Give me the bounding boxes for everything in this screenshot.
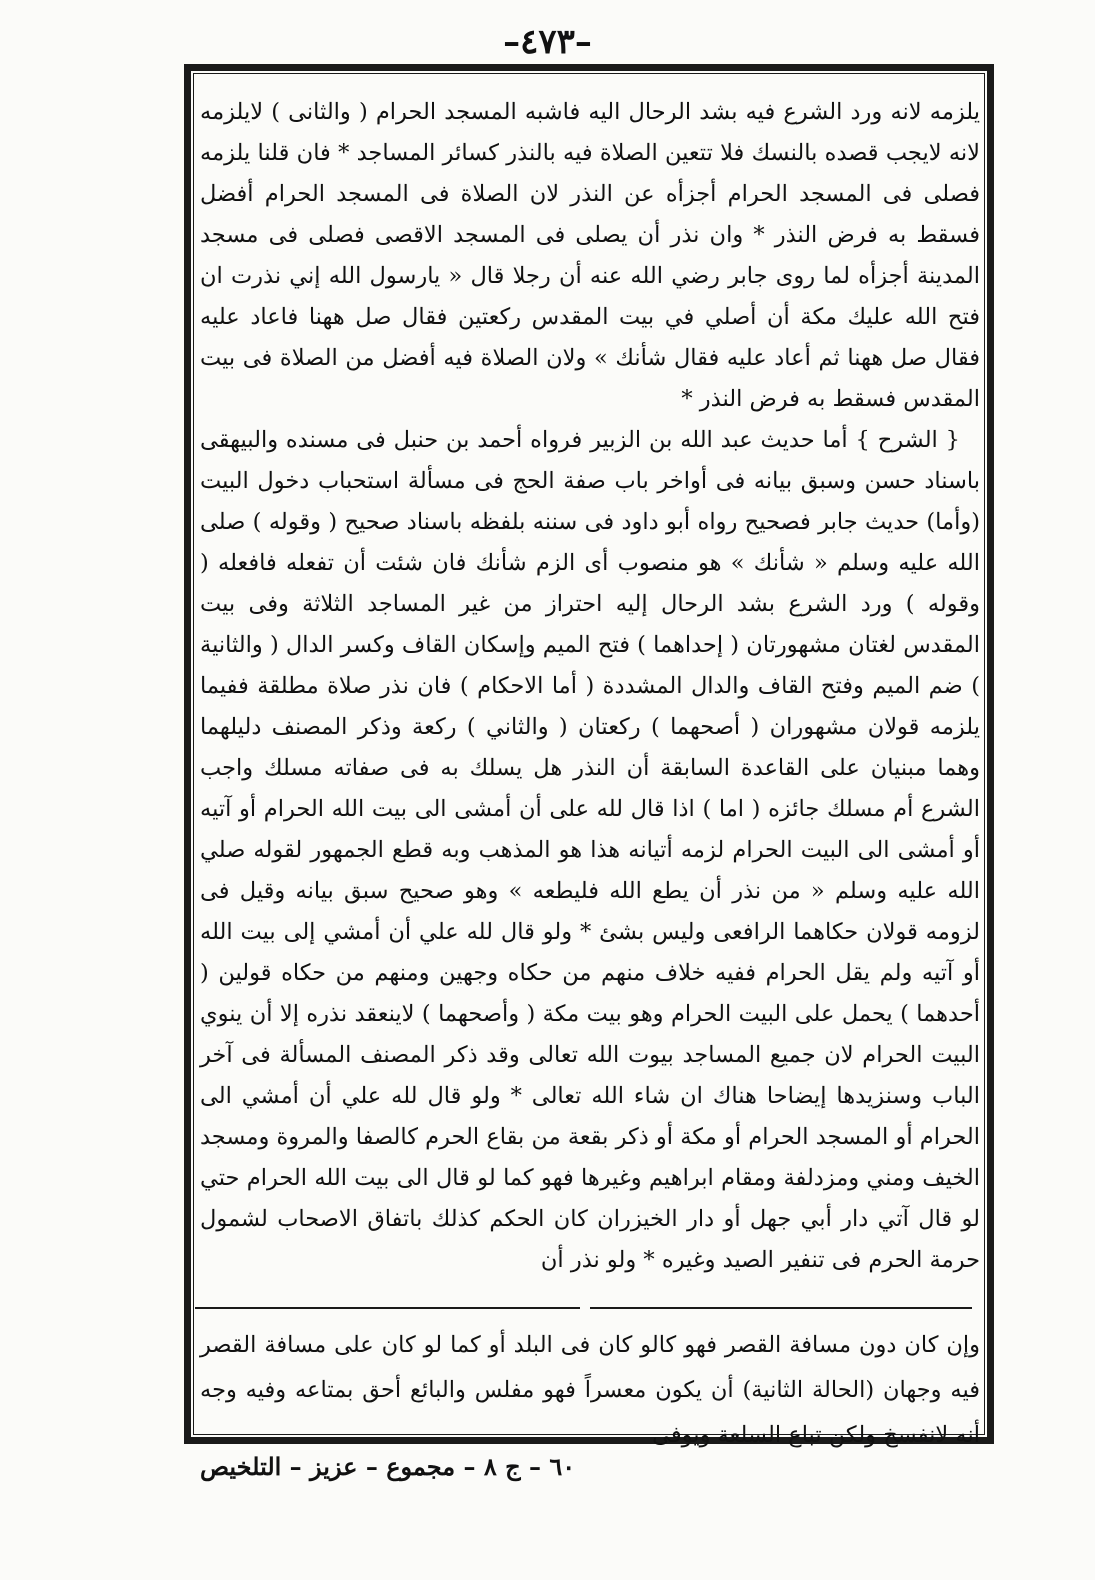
footnote-divider-left <box>195 1307 580 1309</box>
footnote: وإن كان دون مسافة القصر فهو كالو كان فى البلد أو كما لو كان على مسافة القصر فيه وجهان (الحالة الثانية) أن يكون معسراً فهو مفلس والبائع أحق بمتاعه وفيه وجه أنه لانفسخ ولكن تباع السلعة ويوفى <box>200 1332 980 1448</box>
commentary-paragraph: { الشرح } أما حديث عبد الله بن الزبير فرواه أحمد بن حنبل فى مسنده والبيهقى باسناد حسن وسبق بيانه فى أواخر باب صفة الحج فى مسألة استحباب دخول البيت (وأما) حديث جابر فصحيح رواه أبو داود فى سننه بلفظه باسناد صحيح ( وقوله ) صلى الله عليه وسلم « شأنك » هو منصوب أى الزم شأنك فان شئت أن تفعله فافعله ( وقوله ) ورد الشرع بشد الرحال إليه احتراز من غير المساجد الثلاثة وفى بيت المقدس لغتان مشهورتان ( إحداهما ) فتح الميم وإسكان القاف وكسر الدال ( والثانية ) ضم الميم وفتح القاف والدال المشددة ( أما الاحكام ) فان نذر صلاة مطلقة ففيما يلزمه قولان مشهوران ( أصحهما ) ركعتان ( والثاني ) ركعة وذكر المصنف دليلهما وهما مبنيان على القاعدة السابقة أن النذر هل يسلك به فى صفاته مسلك واجب الشرع أم مسلك جائزه ( اما ) اذا قال لله على أن أمشى الى بيت الله الحرام أو آتيه أو أمشى الى البيت الحرام لزمه أتيانه هذا هو المذهب وبه قطع الجمهور لقوله صلي الله عليه وسلم « من نذر أن يطع الله فليطعه » وهو صحيح سبق بيانه وقيل فى لزومه قولان حكاهما الرافعى وليس بشئ * ولو قال لله علي أن أمشي إلى بيت الله أو آتيه ولم يقل الحرام ففيه خلاف منهم من حكاه وجهين ومنهم من حكاه قولين ( أحدهما ) يحمل على البيت الحرام وهو بيت مكة ( وأصحهما ) لاينعقد نذره إلا أن ينوي البيت الحرام لان جميع المساجد بيوت الله تعالى وقد ذكر المصنف المسألة فى آخر الباب وسنزيدها إيضاحا هناك ان شاء الله تعالى * ولو قال لله علي أن أمشي الى الحرام أو المسجد الحرام أو مكة أو ذكر بقعة من بقاع الحرم كالصفا والمروة ومسجد الخيف ومني ومزدلفة ومقام ابراهيم وغيرها فهو كما لو قال الى بيت الله الحرام حتي لو قال آتي دار أبي جهل أو دار الخيزران كان الحكم كذلك باتفاق الاصحاب لشمول حرمة الحرم فى تنفير الصيد وغيره * ولو نذر أن <box>200 427 980 1273</box>
footnote-divider-right <box>590 1307 972 1309</box>
page-signature: ٦٠ – ج ٨ – مجموع – عزيز – التلخيص <box>200 1452 576 1481</box>
main-text <box>200 92 980 1281</box>
page-number: –٤٧٣– <box>503 22 592 62</box>
text-paragraph: يلزمه لانه ورد الشرع فيه بشد الرحال اليه فاشبه المسجد الحرام ( والثانى ) لايلزمه لانه لايجب قصده بالنسك فلا تتعين الصلاة فيه بالنذر كسائر المساجد * فان قلنا يلزمه فصلى فى المسجد الحرام أجزأه عن النذر لان الصلاة فى المسجد الحرام أفضل فسقط به فرض النذر * وان نذر أن يصلى فى المسجد الاقصى فصلى فى مسجد المدينة أجزأه لما روى جابر رضي الله عنه أن رجلا قال « يارسول الله إني نذرت ان فتح الله عليك مكة أن أصلي في بيت المقدس ركعتين فقال صل ههنا فاعاد عليه فقال صل ههنا ثم أعاد عليه فقال شأنك » ولان الصلاة فيه أفضل من الصلاة فى بيت المقدس فسقط به فرض النذر * <box>200 99 980 412</box>
